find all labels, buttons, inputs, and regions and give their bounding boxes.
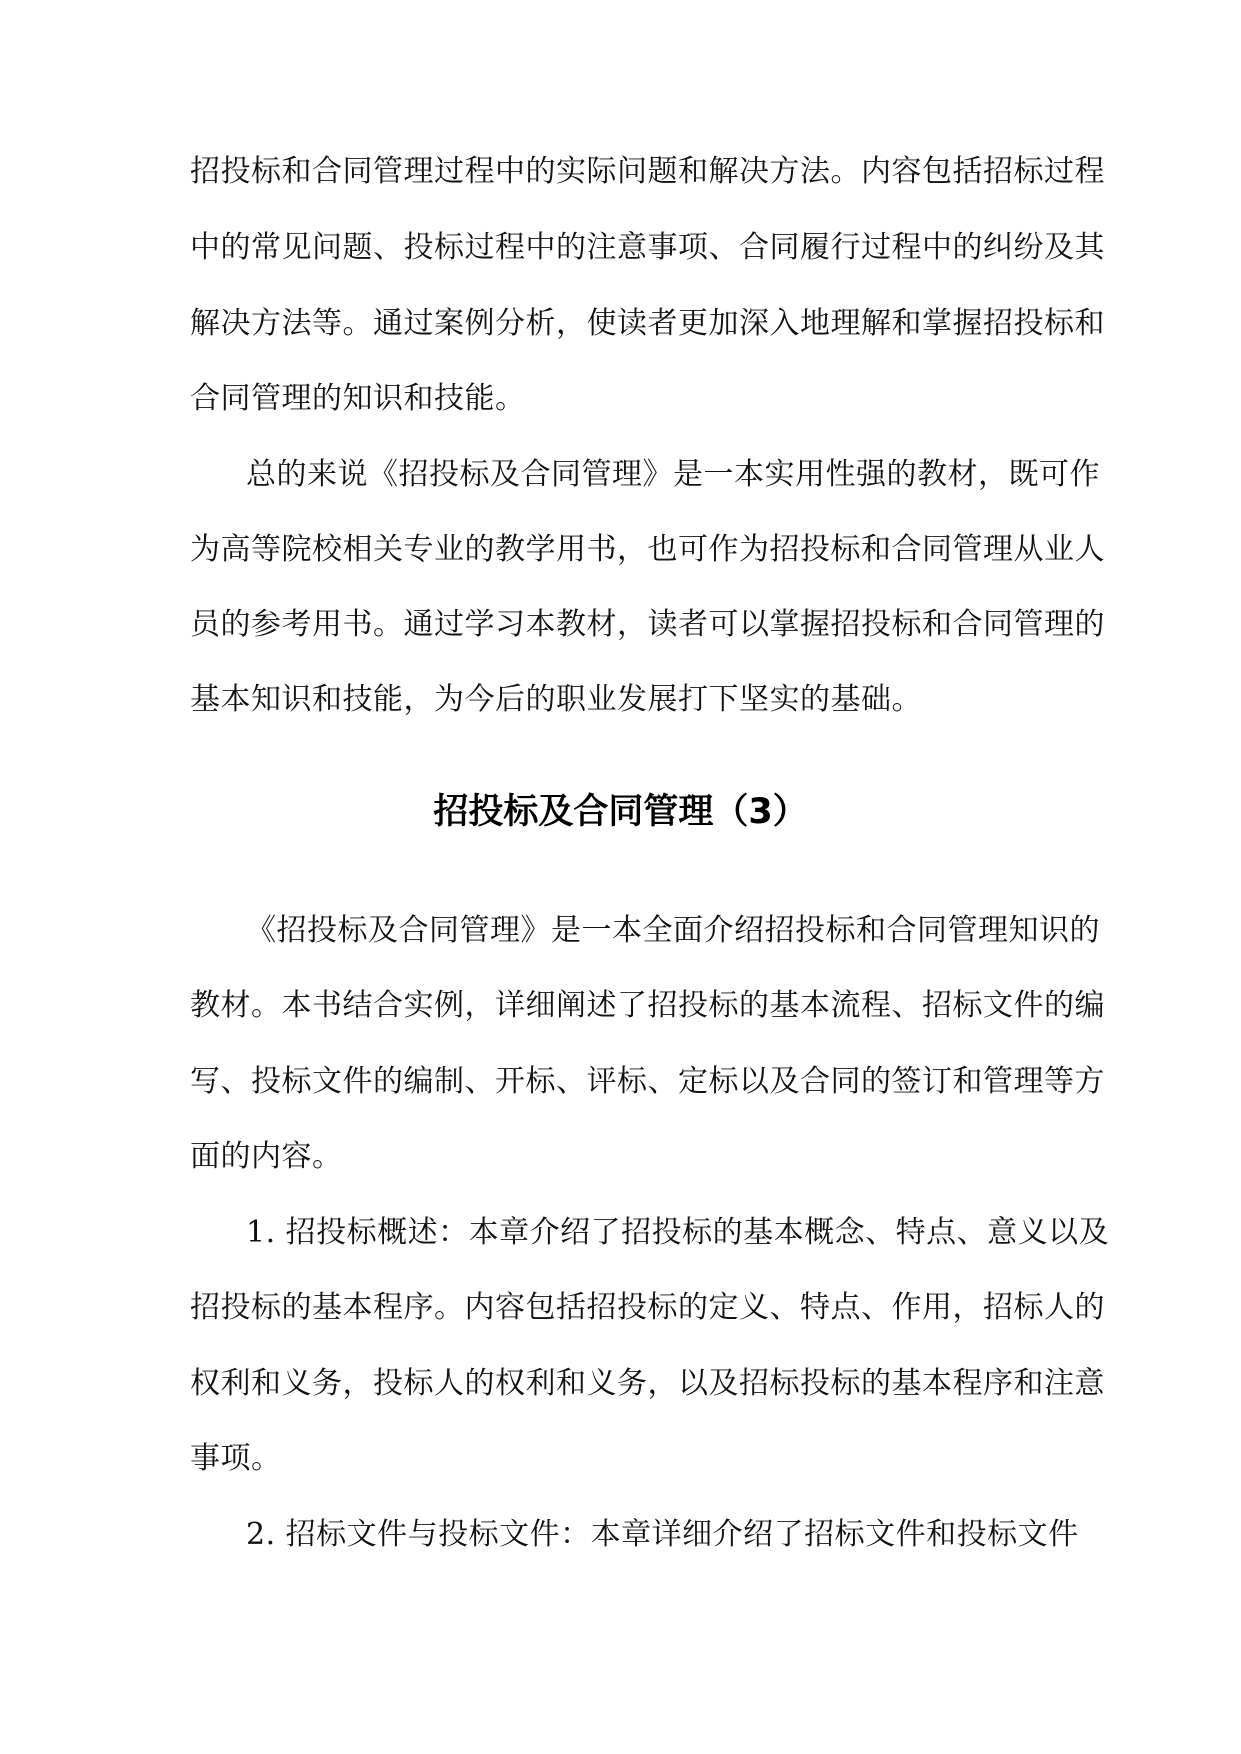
paragraph-1-line-2: 中的常见问题、投标过程中的注意事项、合同履行过程中的纠纷及其 <box>190 230 1105 265</box>
paragraph-3-line-2: 教材。本书结合实例，详细阐述了招投标的基本流程、招标文件的编 <box>190 988 1105 1023</box>
paragraph-4-line-2: 招投标的基本程序。内容包括招投标的定义、特点、作用，招标人的 <box>190 1290 1105 1325</box>
paragraph-1-line-1: 招投标和合同管理过程中的实际问题和解决方法。内容包括招标过程 <box>190 154 1105 189</box>
paragraph-2-line-2: 为高等院校相关专业的教学用书，也可作为招投标和合同管理从业人 <box>190 532 1105 567</box>
paragraph-3-line-4: 面的内容。 <box>190 1139 343 1174</box>
paragraph-4-line-4: 事项。 <box>190 1441 282 1476</box>
paragraph-1-line-3: 解决方法等。通过案例分析，使读者更加深入地理解和掌握招投标和 <box>190 306 1105 341</box>
paragraph-3-line-1: 《招投标及合同管理》是一本全面介绍招投标和合同管理知识的 <box>246 913 1100 948</box>
paragraph-1-line-4: 合同管理的知识和技能。 <box>190 381 526 416</box>
paragraph-3-line-3: 写、投标文件的编制、开标、评标、定标以及合同的签订和管理等方 <box>190 1064 1105 1099</box>
paragraph-2-line-3: 员的参考用书。通过学习本教材，读者可以掌握招投标和合同管理的 <box>190 607 1105 642</box>
paragraph-5-line-1: 2. 招标文件与投标文件：本章详细介绍了招标文件和投标文件 <box>246 1517 1079 1552</box>
paragraph-2-line-1: 总的来说《招投标及合同管理》是一本实用性强的教材，既可作 <box>246 457 1100 492</box>
section-title: 招投标及合同管理（3） <box>433 792 808 832</box>
paragraph-4-line-1: 1. 招投标概述：本章介绍了招投标的基本概念、特点、意义以及 <box>246 1215 1110 1250</box>
paragraph-4-line-3: 权利和义务，投标人的权利和义务，以及招标投标的基本程序和注意 <box>190 1366 1105 1401</box>
paragraph-2-line-4: 基本知识和技能，为今后的职业发展打下坚实的基础。 <box>190 682 922 717</box>
